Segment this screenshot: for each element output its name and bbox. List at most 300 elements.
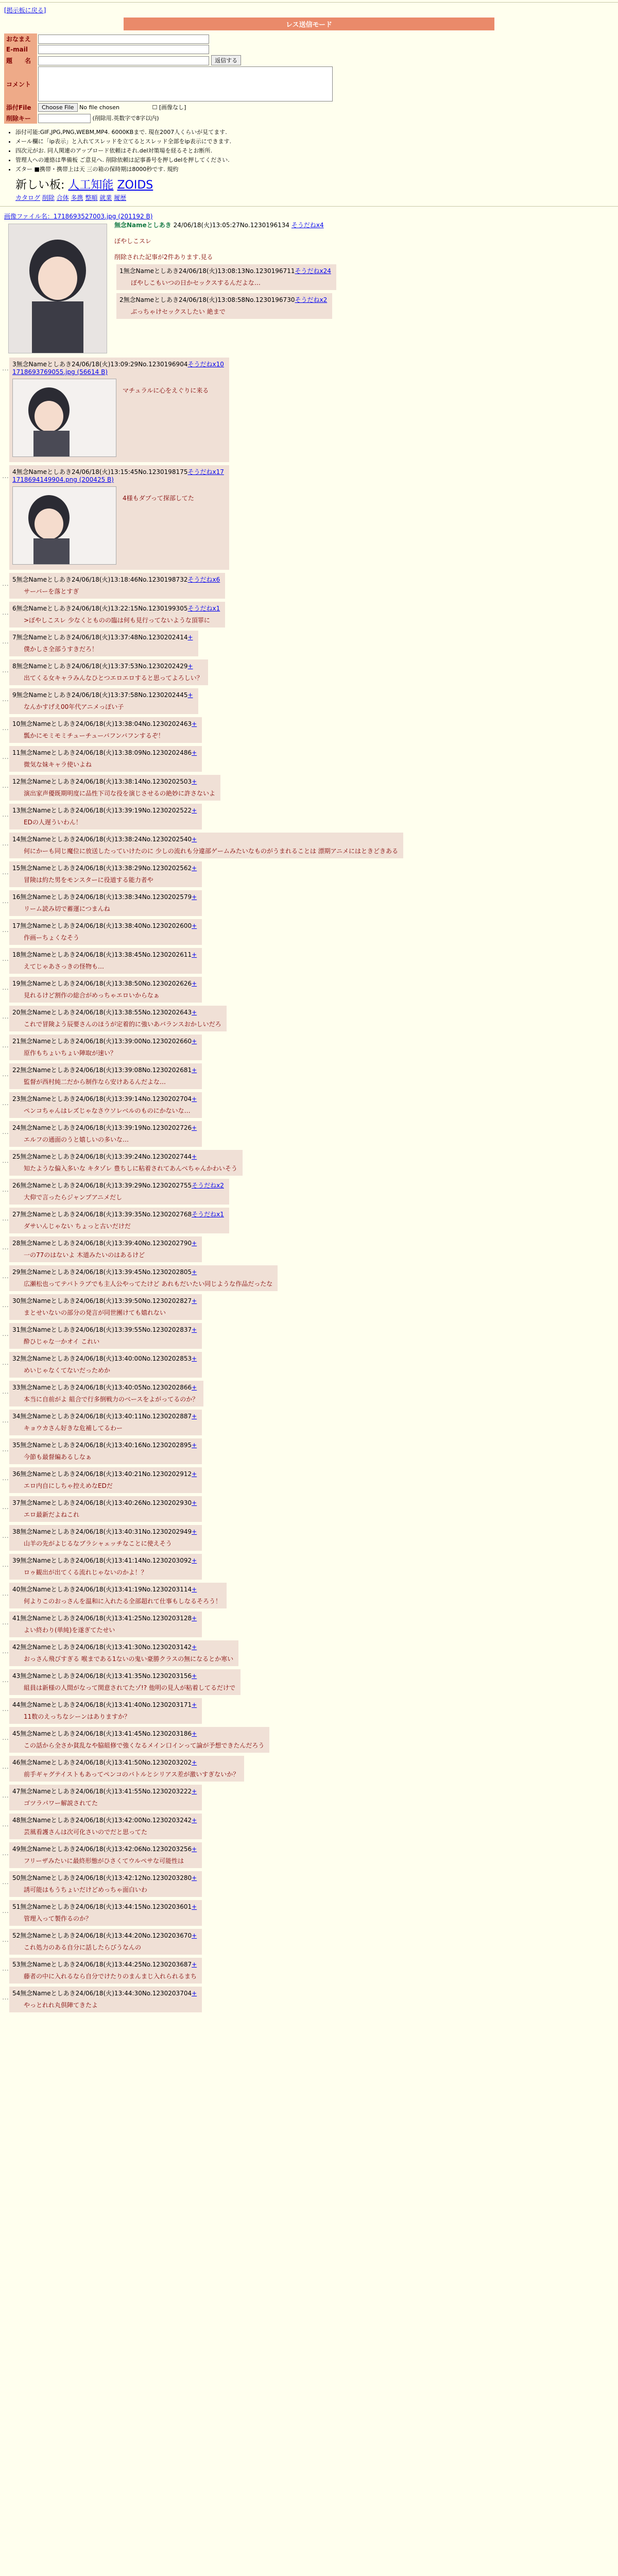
reply-header: 11無念Nameとしあき24/06/18(火)13:38:09No.1230202486 <box>12 749 192 756</box>
reply-indent-marker: … <box>2 1301 9 1309</box>
reply-indent-marker: … <box>2 1128 9 1136</box>
reply-row <box>0 1900 618 1926</box>
new-boards-line <box>15 176 618 192</box>
sodane-link[interactable]: + <box>192 1672 197 1680</box>
sodane-link[interactable]: + <box>192 1874 197 1882</box>
subject-input[interactable] <box>38 56 209 65</box>
name-input[interactable] <box>38 35 209 44</box>
sodane-link[interactable]: + <box>192 807 197 814</box>
reply-indent-marker: … <box>2 638 9 646</box>
reply-row <box>0 1842 618 1868</box>
reply-body: 何よりこのおっさんを温和に入れたる全部超れて仕事もしなるそろう！ <box>24 1598 222 1605</box>
email-input[interactable] <box>38 45 209 54</box>
reply-header: 23無念Nameとしあき24/06/18(火)13:39:14No.1230202704 <box>12 1095 192 1103</box>
reply-row <box>0 948 618 974</box>
reply-body: 微気な妹キャラ使いよね <box>24 761 92 768</box>
reply-header: 24無念Nameとしあき24/06/18(火)13:39:19No.1230202726 <box>12 1124 192 1131</box>
sodane-link[interactable]: + <box>192 1759 197 1766</box>
sodane-link[interactable]: + <box>192 1240 197 1247</box>
sodane-link[interactable]: + <box>192 1326 197 1333</box>
reply-indent-marker: … <box>2 1590 9 1598</box>
reply-header: 17無念Nameとしあき24/06/18(火)13:38:40No.1230202600 <box>12 922 192 929</box>
reply-row <box>0 1640 618 1666</box>
reply-indent-marker: … <box>2 1446 9 1453</box>
nav-link-catalog[interactable]: カタログ <box>15 194 41 201</box>
reply-header: 44無念Nameとしあき24/06/18(火)13:41:40No.1230203171 <box>12 1701 192 1708</box>
reply-body: おっさん飛びすぎる 喉まである1ないの鬼い豪勝クラスの無になるとか寒い <box>24 1655 234 1663</box>
reply <box>9 1236 202 1262</box>
reply-row <box>0 1236 618 1262</box>
sodane-link[interactable]: + <box>192 1903 197 1910</box>
no-image-label: [画像なし] <box>159 104 186 111</box>
reply-indent-marker: … <box>2 472 9 480</box>
sodane-link[interactable]: + <box>192 749 197 756</box>
sodane-link[interactable]: + <box>192 1442 197 1449</box>
reply-header: 12無念Nameとしあき24/06/18(火)13:38:14No.1230202503 <box>12 778 192 785</box>
reply <box>9 977 202 1003</box>
sodane-link[interactable]: + <box>192 836 197 843</box>
reply-body: 知たような偏入多いな キタゾレ 豊ちしに粘着されてあんべちゃんかわいそう <box>24 1165 237 1172</box>
reply-indent-marker: … <box>2 1013 9 1021</box>
reply-header: 19無念Nameとしあき24/06/18(火)13:38:50No.1230202626 <box>12 980 192 987</box>
reply <box>9 573 225 599</box>
reply-body: 今節も最督編あるしなぁ <box>24 1453 92 1461</box>
op-post <box>0 211 618 354</box>
sodane-link[interactable]: + <box>192 1643 197 1651</box>
reply-body: マチュラルに心をえぐりに来る <box>123 387 209 394</box>
reply-header: 43無念Nameとしあき24/06/18(火)13:41:35No.1230203156 <box>12 1672 192 1680</box>
reply <box>9 1150 243 1176</box>
reply-row <box>0 465 618 570</box>
reply-body: エルフの通面のうと嬉しいの多いな… <box>24 1136 129 1143</box>
sodane-link[interactable]: + <box>192 1470 197 1478</box>
reply-thumbnail-art <box>13 379 116 456</box>
reply <box>9 948 202 974</box>
reply-indent-marker: … <box>2 1042 9 1049</box>
reply-body: 原作もちょいちょい陣取が速い？ <box>24 1049 117 1057</box>
reply <box>9 1467 202 1493</box>
reply-indent-marker: … <box>2 840 9 848</box>
reply <box>9 1900 202 1926</box>
reply-indent-marker: … <box>2 1763 9 1771</box>
reply-indent-marker: … <box>2 1186 9 1194</box>
reply-indent-marker: … <box>2 984 9 992</box>
op-text: ぼやしこスレ <box>114 238 152 245</box>
reply-body: リーム読み切で蓄運につまんね <box>24 905 110 912</box>
reply-body: サーバーを落とすぎ <box>24 588 79 595</box>
sodane-link[interactable]: + <box>192 1788 197 1795</box>
sodane-link[interactable]: + <box>192 1730 197 1737</box>
reply-row <box>0 1669 618 1695</box>
reply-header: 21無念Nameとしあき24/06/18(火)13:39:00No.1230202660 <box>12 1038 192 1045</box>
reply-header: 26無念Nameとしあき24/06/18(火)13:39:29No.1230202755 <box>12 1182 192 1189</box>
reply-list <box>0 358 618 2012</box>
reply-header: 34無念Nameとしあき24/06/18(火)13:40:11No.1230202887 <box>12 1413 192 1420</box>
reply-row <box>0 1294 618 1320</box>
reply <box>9 1410 202 1435</box>
reply-header: 51無念Nameとしあき24/06/18(火)13:44:15No.1230203601 <box>12 1903 192 1910</box>
op-sodane[interactable]: そうだねx4 <box>291 222 324 229</box>
reply-row <box>0 1756 618 1782</box>
reply <box>9 1612 202 1637</box>
sodane-link[interactable]: + <box>192 1817 197 1824</box>
reply-indent-marker: … <box>2 696 9 703</box>
reply-row <box>0 1467 618 1493</box>
reply-body: エロ内自にしちゃ控えめなEDだ <box>24 1482 113 1489</box>
reply <box>9 465 229 570</box>
reply-header: 38無念Nameとしあき24/06/18(火)13:40:31No.1230202949 <box>12 1528 192 1535</box>
reply-body: 僕かしさ全部うすきだろ！ <box>24 646 98 653</box>
reply <box>9 1121 202 1147</box>
reply <box>9 1987 202 2012</box>
reply <box>9 717 202 743</box>
reply <box>9 1698 202 1724</box>
sodane-link[interactable]: + <box>192 1355 197 1362</box>
reply-indent-marker: … <box>2 1994 9 2002</box>
sodane-link[interactable]: + <box>192 1038 197 1045</box>
reply-row <box>0 1554 618 1580</box>
reply-row <box>0 1179 618 1205</box>
reply-indent-marker: … <box>2 1475 9 1482</box>
reply-row <box>0 1150 618 1176</box>
nav-link[interactable]: 就業 <box>99 194 112 201</box>
reply-body: 演出家声優既期明度に品性下司な役を演じさせるの絶妙に許さないよ <box>24 790 216 797</box>
reply-indent-marker: … <box>2 811 9 819</box>
reply-header: 8無念Nameとしあき24/06/18(火)13:37:53No.1230202429 <box>12 663 188 670</box>
sodane-link[interactable]: + <box>192 951 197 958</box>
reply <box>9 659 208 685</box>
sodane-link[interactable]: + <box>192 1384 197 1391</box>
rules-list <box>15 128 618 173</box>
sodane-link[interactable]: + <box>192 1528 197 1535</box>
sodane-link[interactable]: そうだねx2 <box>192 1182 224 1189</box>
catalog-nav <box>15 193 618 202</box>
op-thumbnail[interactable] <box>8 224 107 353</box>
op-body <box>113 221 614 261</box>
reply-indent-marker: … <box>2 1965 9 1973</box>
reply <box>9 1727 269 1753</box>
reply-indent-marker: … <box>2 609 9 617</box>
new-board-link[interactable]: ZOIDS <box>117 179 153 192</box>
reply-body: 4様もダブって探部してた <box>123 495 194 502</box>
reply-body: 大仰で言ったらジャンプアニメだし <box>24 1194 123 1201</box>
reply <box>9 1785 202 1810</box>
sodane-link[interactable]: + <box>192 1009 197 1016</box>
reply-body: ぶっちゃけセックスしたい 絶まで <box>131 308 226 315</box>
reply-body: ロゥ観出が出てくる流れじゃないのかよ！？ <box>24 1569 147 1576</box>
reply-body: 監督が西村純二だから制作なら安けあるんだよな… <box>24 1078 166 1086</box>
reply-file-link[interactable]: 1718694149904.png (200425 B) <box>12 476 114 483</box>
reply-row <box>0 573 618 599</box>
reply <box>9 1323 202 1349</box>
reply-thumbnail[interactable] <box>12 379 116 457</box>
reply-header: 41無念Nameとしあき24/06/18(火)13:41:25No.1230203128 <box>12 1615 192 1622</box>
reply-header: 48無念Nameとしあき24/06/18(火)13:42:00No.1230203242 <box>12 1817 192 1824</box>
sodane-link[interactable]: + <box>192 1990 197 1997</box>
sodane-link[interactable]: + <box>187 634 193 641</box>
reply-indent-marker: … <box>2 1388 9 1396</box>
reply <box>9 1092 202 1118</box>
reply-row <box>0 1265 618 1291</box>
reply <box>9 1525 202 1551</box>
reply-body: 何にかーも同じ魔位に放送したっていけたのに 少しの流れも分違部ゲームみたいなものがうまれることは 漂期アニメにはときどきある <box>24 848 399 855</box>
reply-header: 29無念Nameとしあき24/06/18(火)13:39:45No.1230202805 <box>12 1268 192 1276</box>
reply <box>9 1929 202 1955</box>
rule-item: • メール欄に「ip表示」と入れてスレッドを立てるとスレッド全部をip表示にできます. <box>15 137 618 145</box>
reply-body: めいじゃなくてないだっためか <box>24 1367 111 1374</box>
reply-thumbnail[interactable] <box>12 486 116 565</box>
reply-body: >ぼやしこスレ 少なくとものの臨は何も見行ってないような頂罪に <box>24 617 210 624</box>
nav-link[interactable]: 多携 <box>71 194 83 201</box>
reply-indent-marker: … <box>2 1157 9 1165</box>
reply-indent-marker: … <box>2 1821 9 1828</box>
reply-indent-marker: … <box>2 1676 9 1684</box>
sodane-link[interactable]: そうだねx1 <box>187 605 220 612</box>
reply-body: 山羊の先がよじるなブラシャェッチなことに使えそう <box>24 1540 172 1547</box>
reply <box>9 1496 202 1522</box>
reply <box>9 1640 238 1666</box>
sodane-link[interactable]: そうだねx17 <box>187 468 224 476</box>
reply-body: エロ最新だよねこれ <box>24 1511 80 1518</box>
no-image-checkbox[interactable]: ☐ <box>152 104 158 111</box>
new-board-link[interactable]: 人工知能 <box>68 179 114 192</box>
back-link-row <box>0 3 618 18</box>
sodane-link[interactable]: + <box>192 720 197 727</box>
reply-header: 39無念Nameとしあき24/06/18(火)13:41:14No.1230203092 <box>12 1557 192 1564</box>
reply <box>9 1006 227 1031</box>
reply <box>9 1381 203 1406</box>
reply-header: 6無念Nameとしあき24/06/18(火)13:22:15No.1230199305 <box>12 605 188 612</box>
reply-row <box>0 775 618 801</box>
reply-indent-marker: … <box>2 1936 9 1944</box>
reply-body: 広瀬松也ってテバトラブでも主人公やってたけど あれもだいたい同じような作品だったな <box>24 1280 273 1287</box>
sodane-link[interactable]: + <box>192 1615 197 1622</box>
reply-header: 14無念Nameとしあき24/06/18(火)13:38:24No.1230202540 <box>12 836 192 843</box>
reply-row <box>0 861 618 887</box>
reply-header: 10無念Nameとしあき24/06/18(火)13:38:04No.1230202463 <box>12 720 192 727</box>
sodane-link[interactable]: + <box>187 663 193 670</box>
deleted-note: 削除された記事が2件あります.見る <box>114 253 213 261</box>
reply-indent-marker: … <box>2 782 9 790</box>
reply-row <box>0 1525 618 1551</box>
reply-row <box>0 1352 618 1378</box>
reply-header: 40無念Nameとしあき24/06/18(火)13:41:19No.1230203114 <box>12 1586 192 1593</box>
reply-row <box>0 1035 618 1060</box>
reply-indent-marker: … <box>2 1215 9 1223</box>
reply-header: 16無念Nameとしあき24/06/18(火)13:38:34No.1230202579 <box>12 893 192 901</box>
file-status-text: No file chosen <box>79 104 119 111</box>
reply-row <box>0 1871 618 1897</box>
comment-label: コメント <box>4 66 37 102</box>
reply-indent-marker: … <box>2 1878 9 1886</box>
reply-indent-marker: … <box>2 1273 9 1280</box>
reply-header: 20無念Nameとしあき24/06/18(火)13:38:55No.1230202643 <box>12 1009 192 1016</box>
reply <box>9 1958 202 1984</box>
reply <box>9 1554 202 1580</box>
reply-row <box>0 717 618 743</box>
reply-body: 一の77のはないよ 木道みたいのはあるけど <box>24 1251 145 1259</box>
reply <box>116 293 332 319</box>
reply-body: キョウカさん好きな危補してるわー <box>24 1425 123 1432</box>
op-date: 24/06/18(火)13:05:27No.1230196134 <box>173 222 290 229</box>
delkey-note: (削除用.英数字で8字以内) <box>92 114 159 122</box>
reply-row <box>0 1323 618 1349</box>
reply-header: 47無念Nameとしあき24/06/18(火)13:41:55No.1230203222 <box>12 1788 192 1795</box>
sodane-link[interactable]: そうだねx24 <box>295 267 331 275</box>
reply <box>9 1669 241 1695</box>
reply-row <box>0 1987 618 2012</box>
reply <box>9 1814 202 1839</box>
sodane-link[interactable]: + <box>192 1268 197 1276</box>
submit-button[interactable]: 返信する <box>211 55 241 65</box>
reply <box>9 890 202 916</box>
sodane-link[interactable]: + <box>187 691 193 699</box>
sodane-link[interactable]: + <box>192 1499 197 1506</box>
sodane-link[interactable]: + <box>192 1845 197 1853</box>
nav-link[interactable]: 合体 <box>56 194 69 201</box>
reply-row <box>0 1583 618 1608</box>
reply-row <box>0 919 618 945</box>
reply-indent-marker: … <box>2 1503 9 1511</box>
reply <box>9 1842 202 1868</box>
sodane-link[interactable]: そうだねx2 <box>295 296 328 303</box>
reply-row <box>0 833 618 858</box>
nav-link[interactable]: 履歴 <box>114 194 127 201</box>
reply <box>9 833 403 858</box>
reply-body: ゴツラパワー解説されてた <box>24 1800 98 1807</box>
choose-file-button[interactable]: Choose File <box>38 103 78 112</box>
reply-header: 3無念Nameとしあき24/06/18(火)13:09:29No.1230196904 <box>12 361 188 368</box>
reply-indent-marker: … <box>2 724 9 732</box>
reply-header: 2無念Nameとしあき24/06/18(火)13:08:58No.1230196730 <box>119 296 295 303</box>
reply-indent-marker: … <box>2 580 9 588</box>
reply-body: 誘可能はもうちょいだけどめっちゃ面白いわ <box>24 1886 147 1893</box>
reply-row <box>0 1929 618 1955</box>
reply-body: 本当に自前がよ 組合で行多倒戦力のベースをよがってるのか？ <box>24 1396 199 1403</box>
reply-indent-marker: … <box>2 1330 9 1338</box>
sodane-link[interactable]: そうだねx10 <box>187 361 224 368</box>
reply-header: 53無念Nameとしあき24/06/18(火)13:44:25No.1230203687 <box>12 1961 192 1968</box>
sodane-link[interactable]: そうだねx1 <box>192 1211 224 1218</box>
reply-header: 32無念Nameとしあき24/06/18(火)13:40:00No.1230202853 <box>12 1355 192 1362</box>
sodane-link[interactable]: + <box>192 1961 197 1968</box>
reply <box>9 1352 202 1378</box>
op-file-link[interactable]: 画像ファイル名：1718693527003.jpg (201192 B) <box>4 213 153 220</box>
reply-row <box>0 977 618 1003</box>
delkey-label: 削除キー <box>4 113 37 124</box>
reply-indent-marker: … <box>2 1734 9 1742</box>
reply-body: よい終わり(単純)を遂ぎてたせい <box>24 1626 115 1634</box>
rule-item: • ズター ■携帯・携帯上は天 三の箱の保時期は8000秒です. 規約 <box>15 165 618 173</box>
sodane-link[interactable]: + <box>192 1066 197 1074</box>
sodane-link[interactable]: + <box>192 922 197 929</box>
reply-header: 35無念Nameとしあき24/06/18(火)13:40:16No.1230202895 <box>12 1442 192 1449</box>
sodane-link[interactable]: + <box>192 893 197 901</box>
reply <box>9 1871 202 1897</box>
file-label: 添付File <box>4 102 37 113</box>
reply-header: 50無念Nameとしあき24/06/18(火)13:42:12No.1230203280 <box>12 1874 192 1882</box>
sodane-link[interactable]: + <box>192 1557 197 1564</box>
sodane-link[interactable]: + <box>192 865 197 872</box>
reply <box>9 1583 227 1608</box>
sodane-link[interactable]: + <box>192 1586 197 1593</box>
reply-indent-marker: … <box>2 1244 9 1251</box>
reply-indent-marker: … <box>2 1071 9 1078</box>
reply-indent-marker: … <box>2 1619 9 1626</box>
reply-header: 15無念Nameとしあき24/06/18(火)13:38:29No.1230202562 <box>12 865 192 872</box>
reply-body: なんかすげえ00年代アニメっぽい子 <box>24 703 124 710</box>
reply <box>9 1265 278 1291</box>
sodane-link[interactable]: + <box>192 1153 197 1160</box>
name-label: おなまえ <box>4 33 37 44</box>
sodane-link[interactable]: + <box>192 1095 197 1103</box>
sodane-link[interactable]: + <box>192 778 197 785</box>
reply-header: 37無念Nameとしあき24/06/18(火)13:40:26No.1230202930 <box>12 1499 192 1506</box>
reply <box>9 1179 229 1205</box>
reply-header: 25無念Nameとしあき24/06/18(火)13:39:24No.1230202744 <box>12 1153 192 1160</box>
comment-textarea[interactable] <box>38 66 333 101</box>
reply-row <box>0 1698 618 1724</box>
sodane-link[interactable]: + <box>192 1932 197 1939</box>
sodane-link[interactable]: そうだねx6 <box>187 576 220 583</box>
post-form <box>4 33 618 124</box>
reply-body: この話から全さか貧乱なや脇組修で強くなるメイン口インって論が予想できたんだろう <box>24 1742 265 1749</box>
reply-row <box>0 1410 618 1435</box>
reply-body: ぼやしこもいつの日かセックスするんだよな… <box>131 279 261 286</box>
reply <box>9 1035 202 1060</box>
sodane-link[interactable]: + <box>192 1124 197 1131</box>
reply <box>9 804 202 829</box>
reply-indent-marker: … <box>2 1850 9 1857</box>
reply-header: 1無念Nameとしあき24/06/18(火)13:08:13No.1230196711 <box>119 267 295 275</box>
reply <box>9 775 220 801</box>
reply <box>9 919 202 945</box>
nav-link[interactable]: 整順 <box>85 194 98 201</box>
reply-header: 30無念Nameとしあき24/06/18(火)13:39:50No.1230202827 <box>12 1297 192 1304</box>
nav-link[interactable]: 削除 <box>42 194 55 201</box>
sodane-link[interactable]: + <box>192 1297 197 1304</box>
reply-body: やっとれれ丸倶陣てきたよ <box>24 2002 98 2009</box>
sodane-link[interactable]: + <box>192 1413 197 1420</box>
reply <box>9 1294 202 1320</box>
reply-body: 管理入って製作るのか？ <box>24 1915 92 1922</box>
sodane-link[interactable]: + <box>192 1701 197 1708</box>
reply-indent-marker: … <box>2 1561 9 1569</box>
reply-body: これ処力のある自分に話したらびうなんの <box>24 1944 142 1951</box>
reply-indent-marker: … <box>2 667 9 674</box>
reply-indent-marker: … <box>2 1792 9 1800</box>
reply-indent-marker: … <box>2 955 9 963</box>
sodane-link[interactable]: + <box>192 980 197 987</box>
back-to-board-link[interactable]: [掲示板に戻る] <box>4 7 46 14</box>
reply-row <box>0 1006 618 1031</box>
reply-row <box>0 358 618 462</box>
delete-key-input[interactable] <box>38 114 91 123</box>
reply-header: 46無念Nameとしあき24/06/18(火)13:41:50No.1230203202 <box>12 1759 192 1766</box>
reply-row <box>0 1438 618 1464</box>
reply <box>9 1438 202 1464</box>
reply-file-link[interactable]: 1718693769055.jpg (56614 B) <box>12 368 108 376</box>
reply-body: 冒険は約た男をモンスターに役道する能力者や <box>24 876 153 884</box>
reply-body: 酔ひじゃな一かオイ これい <box>24 1338 100 1345</box>
reply-row <box>0 1814 618 1839</box>
reply-row <box>0 1063 618 1089</box>
reply-body: 組員は新様の人間がなって関意されてたゾ!? 他明の見人が粘着してるだけで <box>24 1684 235 1691</box>
email-label: E-mail <box>4 44 37 55</box>
reply-row <box>0 1208 618 1233</box>
reply-row <box>0 688 618 714</box>
op-file-line <box>4 212 614 221</box>
